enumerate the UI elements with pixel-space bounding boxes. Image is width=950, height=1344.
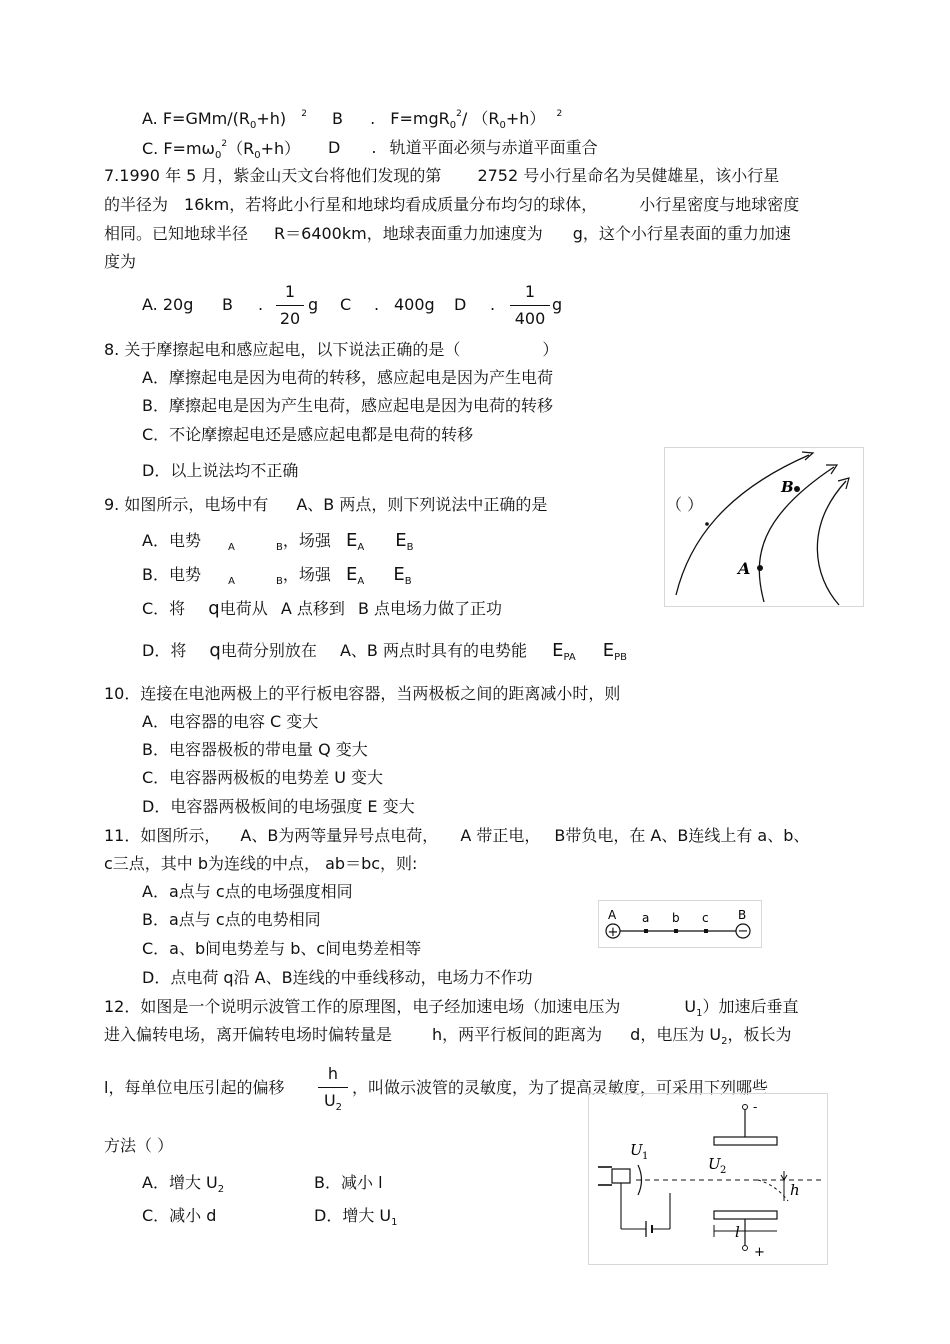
- u2-subscript: 2: [720, 1165, 727, 1176]
- minus-sign: −: [737, 924, 749, 939]
- q7-fraction-1-20: [276, 284, 304, 327]
- q8-option-b: B．摩擦起电是因为产生电荷，感应起电是因为电荷的转移: [142, 396, 553, 415]
- fraction-bar: [510, 305, 550, 306]
- q6-option-b: B . F=mgR$_0^2$/ $(R_0+h)$ $^2$: [332, 109, 563, 131]
- q7-option-b-letter: B: [222, 295, 233, 314]
- minus-label: -: [753, 1100, 758, 1114]
- field-line-dot: [705, 522, 709, 526]
- q9-option-a: A．电势 $_A$ $_B$，场强 $E_A$ $E_B$: [142, 530, 414, 553]
- oscilloscope-tube-figure: [588, 1093, 828, 1265]
- q12-option-a: A．增大 $U_2$: [142, 1173, 225, 1195]
- q9-option-d: D．将 q电荷分别放在 A、B 两点时具有的电势能 $E_{PA}$ $E_{PB}$: [142, 640, 628, 663]
- q12-option-b: B．减小 l: [314, 1173, 383, 1192]
- q6-option-d: D . 轨道平面必须与赤道平面重合: [328, 138, 598, 157]
- q7-option-b-dot: .: [258, 295, 264, 314]
- q12-line-3-end: ，叫做示波管的灵敏度，为了提高灵敏度，可采用下列哪些: [352, 1078, 769, 1097]
- length-label: l: [735, 1223, 740, 1241]
- q12-line-1: 12．如图是一个说明示波管工作的原理图，电子经加速电场（加速电压为 $U_1$）加速后垂直: [104, 997, 799, 1019]
- q7-line-3: 相同。已知地球半径 R＝6400km，地球表面重力加速度为 g，这个小行星表面的重力加速: [104, 224, 791, 243]
- fraction-numerator: h: [327, 1064, 339, 1083]
- q7-fraction-1-400: [510, 284, 550, 327]
- q7-option-a: A. 20g: [142, 295, 194, 314]
- q11-line-2: c三点，其中 b为连线的中点， ab＝bc，则:: [104, 854, 418, 873]
- q10-option-c: C．电容器两极板的电势差 U 变大: [142, 768, 384, 787]
- q9-answer-paren: （ ）: [666, 495, 704, 514]
- q12-option-d: D．增大 $U_1$: [314, 1206, 398, 1228]
- q7-unit-g: g: [308, 295, 319, 314]
- q9-option-c: C．将 q电荷从 A 点移到 B 点电场力做了正功: [142, 598, 503, 619]
- electron-gun: [612, 1169, 630, 1183]
- fraction-numerator: 1: [284, 282, 296, 301]
- h-label: h: [790, 1181, 800, 1199]
- q7-option-c-letter: C: [340, 295, 352, 314]
- label-c: c: [702, 911, 709, 925]
- q9-option-b: B．电势 $_A$ $_B$，场强 $E_A$ $E_B$: [142, 564, 412, 587]
- u1-subscript: 1: [642, 1151, 649, 1162]
- point-a-marker: [644, 929, 648, 933]
- u2-label: U: [708, 1155, 721, 1173]
- q10-option-a: A．电容器的电容 C 变大: [142, 712, 319, 731]
- q8-option-d: D．以上说法均不正确: [142, 461, 299, 480]
- fraction-denominator: 400: [514, 309, 546, 328]
- q9-stem: 9. 如图所示，电场中有 A、B 两点，则下列说法中正确的是: [104, 495, 548, 514]
- bottom-deflection-plate: [714, 1211, 777, 1219]
- arrow-head-icon: [826, 465, 837, 474]
- q6-option-a: A. $F=GMm/(R_0+h)$ $^2$: [142, 109, 307, 131]
- q11-line-1: 11．如图所示， A、B为两等量异号点电荷， A 带正电， B带负电，在 A、B连线上有 a、b、: [104, 826, 810, 845]
- point-b-label: B: [781, 478, 794, 496]
- q8-option-a: A．摩擦起电是因为电荷的转移，感应起电是因为产生电荷: [142, 368, 553, 387]
- fraction-bar: [318, 1087, 348, 1088]
- point-c-marker: [704, 929, 708, 933]
- label-a: a: [642, 911, 650, 925]
- q10-stem: 10．连接在电池两极上的平行板电容器，当两极板之间的距离减小时，则: [104, 684, 621, 703]
- q7-option-c-dot: .: [374, 295, 380, 314]
- point-b-marker: [794, 486, 800, 492]
- q10-option-b: B．电容器极板的带电量 Q 变大: [142, 740, 368, 759]
- q8-option-c: C．不论摩擦起电还是感应起电都是电荷的转移: [142, 425, 474, 444]
- electric-field-figure: [664, 447, 864, 607]
- point-charges-figure: [598, 900, 762, 948]
- figure-frame: [665, 448, 864, 607]
- q7-option-d-letter: D: [454, 295, 467, 314]
- label-b: b: [672, 911, 680, 925]
- bottom-terminal-icon: [743, 1246, 748, 1251]
- q11-option-a: A．a点与 c点的电场强度相同: [142, 882, 353, 901]
- plus-label: +: [754, 1245, 765, 1260]
- top-terminal-icon: [743, 1105, 748, 1110]
- q7-line-4: 度为: [104, 252, 137, 271]
- fraction-numerator: 1: [524, 282, 536, 301]
- q6-option-c: C. $F=m\omega_0^2(R_0+h)$: [142, 139, 301, 161]
- q11-option-c: C．a、b间电势差与 b、c间电势差相等: [142, 939, 422, 958]
- point-b-marker: [674, 929, 678, 933]
- q7-option-c: 400g: [394, 295, 435, 314]
- point-a-label: A: [738, 559, 751, 578]
- q11-option-b: B．a点与 c点的电势相同: [142, 910, 321, 929]
- q7-option-d-dot: .: [490, 295, 496, 314]
- plus-sign: +: [607, 925, 619, 940]
- q12-line-4: 方法（ ）: [104, 1136, 174, 1155]
- label-A: A: [608, 908, 617, 922]
- q12-line-3-start: l，每单位电压引起的偏移: [104, 1078, 285, 1097]
- fraction-bar: [276, 305, 304, 306]
- q12-sensitivity-fraction: [318, 1066, 348, 1113]
- q7-line-1: 7.1990 年 5 月，紫金山天文台将他们发现的第 2752 号小行星命名为吴健雄星，该小行星: [104, 166, 780, 185]
- q10-option-d: D．电容器两极板间的电场强度 E 变大: [142, 797, 415, 816]
- q12-line-2: 进入偏转电场，离开偏转电场时偏转量是 h，两平行板间的距离为 d，电压为 $U_2$，板长为: [104, 1025, 792, 1047]
- label-B: B: [738, 908, 747, 922]
- fraction-denominator: 20: [279, 309, 301, 328]
- point-a-marker: [757, 565, 763, 571]
- q7-unit-g-2: g: [552, 295, 563, 314]
- top-deflection-plate: [714, 1137, 777, 1145]
- q11-option-d: D．点电荷 q沿 A、B连线的中垂线移动，电场力不作功: [142, 968, 533, 987]
- u1-label: U: [630, 1141, 643, 1159]
- field-line-3: [817, 481, 846, 605]
- q7-line-2: 的半径为 16km，若将此小行星和地球均看成质量分布均匀的球体， 小行星密度与地球密度: [104, 195, 800, 214]
- q12-option-c: C．减小 d: [142, 1206, 217, 1225]
- fraction-denominator: $U_2$: [323, 1091, 343, 1113]
- q8-stem: 8. 关于摩擦起电和感应起电，以下说法正确的是（ ）: [104, 340, 559, 359]
